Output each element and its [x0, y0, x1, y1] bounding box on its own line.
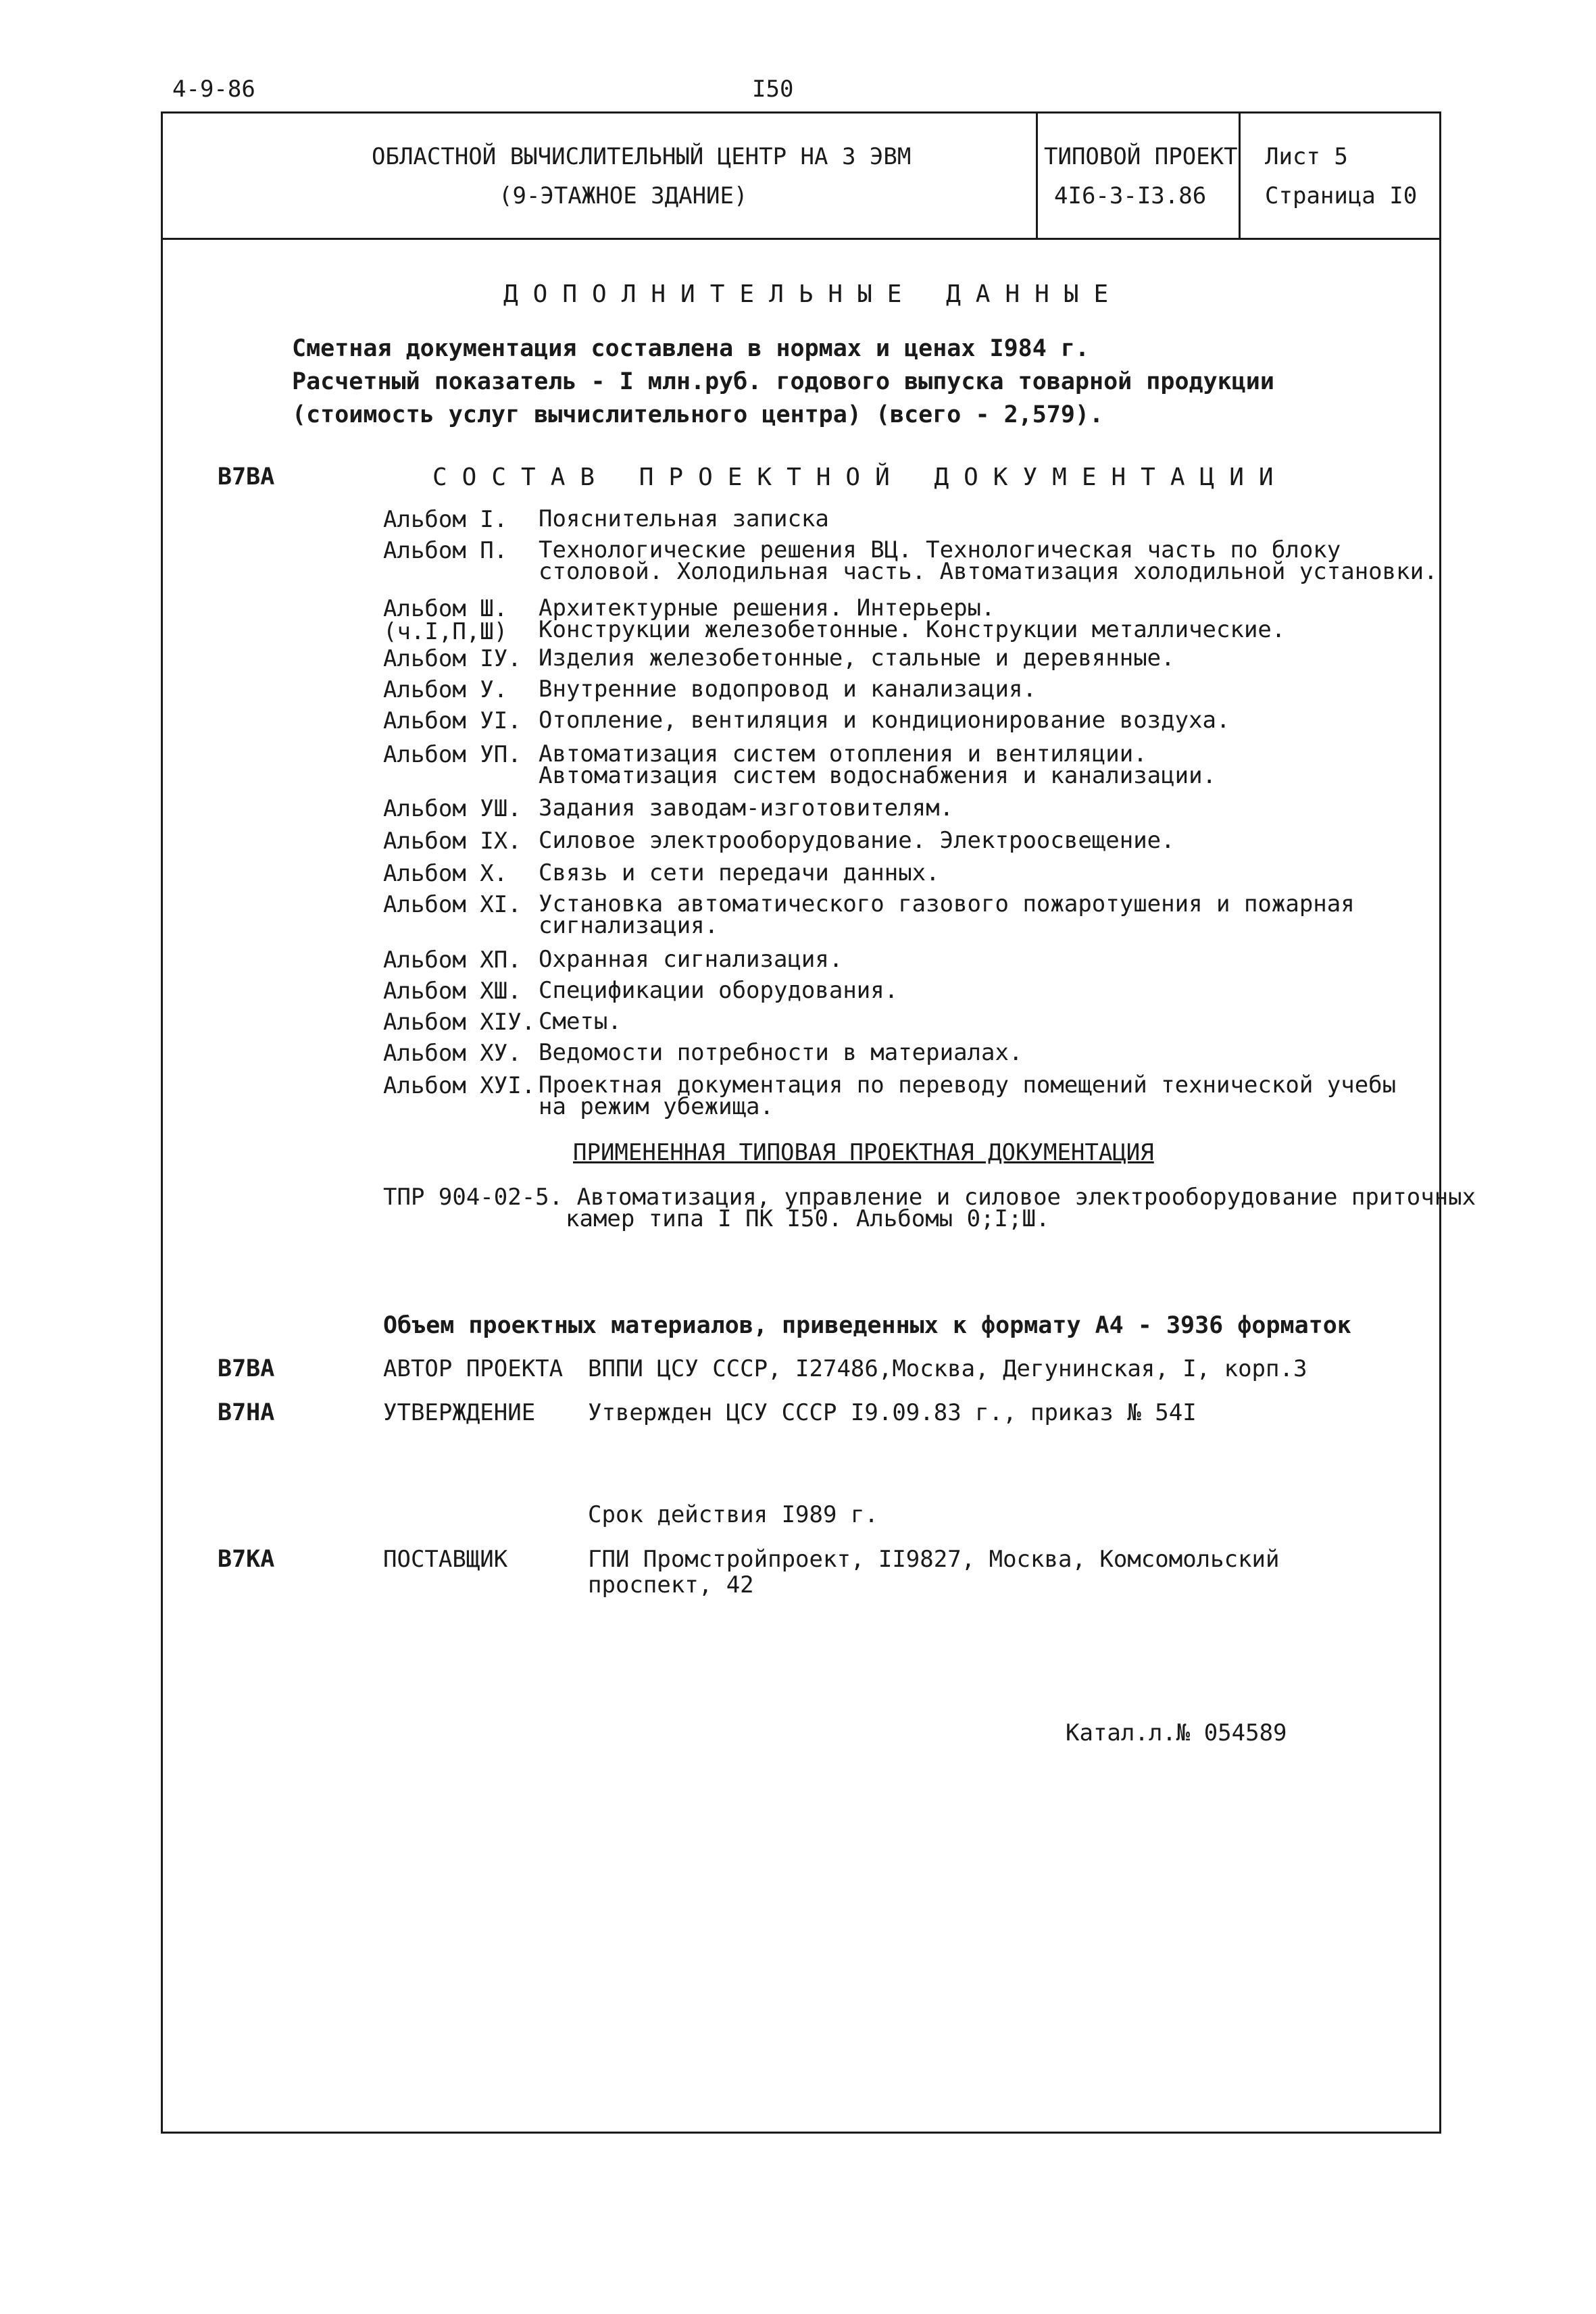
album-label: Альбом ХУ.: [383, 1040, 522, 1067]
album-description: Технологические решения ВЦ. Технологическая часть по блоку столовой. Холодильная часть. Автоматизация холодильной установки.: [539, 536, 1438, 585]
album-item: [0, 1074, 1596, 1128]
album-label: Альбом ХШ.: [383, 978, 522, 1005]
applied-docs-line-2: камер типа I ПК I50. Альбомы 0;I;Ш.: [566, 1205, 1050, 1232]
album-label: Альбом Ш. (ч.I,П,Ш): [383, 595, 508, 645]
title-line-2: (9-ЭТАЖНОЕ ЗДАНИЕ): [499, 182, 748, 209]
supplier-value-line-2: проспект, 42: [588, 1571, 754, 1599]
album-item: [0, 890, 1596, 947]
composition-heading: СОСТАВ ПРОЕКТНОЙ ДОКУМЕНТАЦИИ: [432, 463, 1289, 491]
composition-code: В7ВА: [218, 463, 275, 491]
album-description: Силовое электрооборудование. Электроосвещение.: [539, 827, 1175, 854]
album-label: Альбом IХ.: [383, 828, 522, 855]
album-item: [0, 597, 1596, 651]
album-description: Сметы.: [539, 1008, 622, 1035]
album-item: [0, 536, 1596, 593]
sheet-number: Лист 5: [1265, 143, 1348, 170]
approval-value: Утвержден ЦСУ СССР I9.09.83 г., приказ № 54I: [588, 1399, 1197, 1426]
album-label: Альбом I.: [383, 506, 508, 533]
album-label: Альбом ХП.: [383, 947, 522, 974]
author-label: АВТОР ПРОЕКТА: [383, 1355, 564, 1382]
additional-data-heading: ДОПОЛНИТЕЛЬНЫЕ ДАННЫЕ: [503, 280, 1124, 308]
album-label: Альбом ХУI.: [383, 1072, 536, 1099]
album-label: Альбом УI.: [383, 707, 522, 734]
estimate-note: Сметная документация составлена в нормах и ценах I984 г.: [292, 335, 1090, 362]
page-number: I50: [752, 76, 794, 103]
album-description: Пояснительная записка: [539, 505, 829, 532]
album-description: Установка автоматического газового пожаротушения и пожарная сигнализация.: [539, 890, 1355, 939]
applied-docs-line-1: ТПР 904-02-5. Автоматизация, управление и силовое электрооборудование приточных: [383, 1184, 1476, 1211]
project-label: ТИПОВОЙ ПРОЕКТ: [1044, 143, 1238, 170]
album-description: Охранная сигнализация.: [539, 946, 843, 973]
album-description: Ведомости потребности в материалах.: [539, 1039, 1023, 1066]
album-label: Альбом ХI.: [383, 891, 522, 918]
supplier-value-line-1: ГПИ Промстройпроект, II9827, Москва, Комсомольский: [588, 1546, 1280, 1573]
author-value: ВППИ ЦСУ СССР, I27486,Москва, Дегунинская, I, корп.3: [588, 1355, 1307, 1382]
document-code: 4-9-86: [172, 76, 255, 103]
supplier-label: ПОСТАВЩИК: [383, 1546, 508, 1573]
indicator-note-cont: (стоимость услуг вычислительного центра) (всего - 2,579).: [292, 401, 1104, 428]
validity-note: Срок действия I989 г.: [588, 1501, 878, 1528]
album-label: Альбом ХIУ.: [383, 1009, 536, 1036]
album-item: [0, 740, 1596, 797]
title-block-divider: [1036, 111, 1038, 238]
title-line-1: ОБЛАСТНОЙ ВЫЧИСЛИТЕЛЬНЫЙ ЦЕНТР НА 3 ЭВМ: [372, 143, 912, 170]
catalog-number: Катал.л.№ 054589: [1066, 1719, 1287, 1746]
approval-code: В7НА: [218, 1399, 275, 1426]
album-label: Альбом IУ.: [383, 645, 522, 672]
approval-label: УТВЕРЖДЕНИЕ: [383, 1399, 536, 1426]
indicator-note: Расчетный показатель - I млн.руб. годового выпуска товарной продукции: [292, 368, 1274, 395]
album-description: Задания заводам-изготовителям.: [539, 795, 954, 822]
author-code: В7ВА: [218, 1355, 275, 1382]
album-label: Альбом УП.: [383, 741, 522, 768]
album-description: Архитектурные решения. Интерьеры. Конструкции железобетонные. Конструкции металлические.: [539, 595, 1286, 643]
page-count: Страница I0: [1265, 182, 1418, 209]
applied-docs-heading: ПРИМЕНЕННАЯ ТИПОВАЯ ПРОЕКТНАЯ ДОКУМЕНТАЦИЯ: [573, 1139, 1154, 1166]
album-description: Связь и сети передачи данных.: [539, 859, 940, 886]
album-description: Спецификации оборудования.: [539, 977, 899, 1004]
album-description: Изделия железобетонные, стальные и деревянные.: [539, 645, 1175, 672]
project-number: 4I6-3-I3.86: [1054, 182, 1207, 209]
album-description: Внутренние водопровод и канализация.: [539, 676, 1037, 703]
album-label: Альбом П.: [383, 537, 508, 564]
album-description: Проектная документация по переводу помещений технической учебы на режим убежища.: [539, 1072, 1397, 1120]
album-description: Отопление, вентиляция и кондиционирование воздуха.: [539, 707, 1230, 734]
album-description: Автоматизация систем отопления и вентиляции. Автоматизация систем водоснабжения и канализации.: [539, 740, 1217, 789]
supplier-code: В7КА: [218, 1546, 275, 1573]
album-label: Альбом УШ.: [383, 795, 522, 822]
album-label: Альбом Х.: [383, 860, 508, 887]
title-block-divider: [161, 238, 1441, 240]
album-label: Альбом У.: [383, 676, 508, 703]
title-block-divider: [1239, 111, 1241, 238]
volume-note: Объем проектных материалов, приведенных к формату А4 - 3936 форматок: [383, 1312, 1351, 1339]
